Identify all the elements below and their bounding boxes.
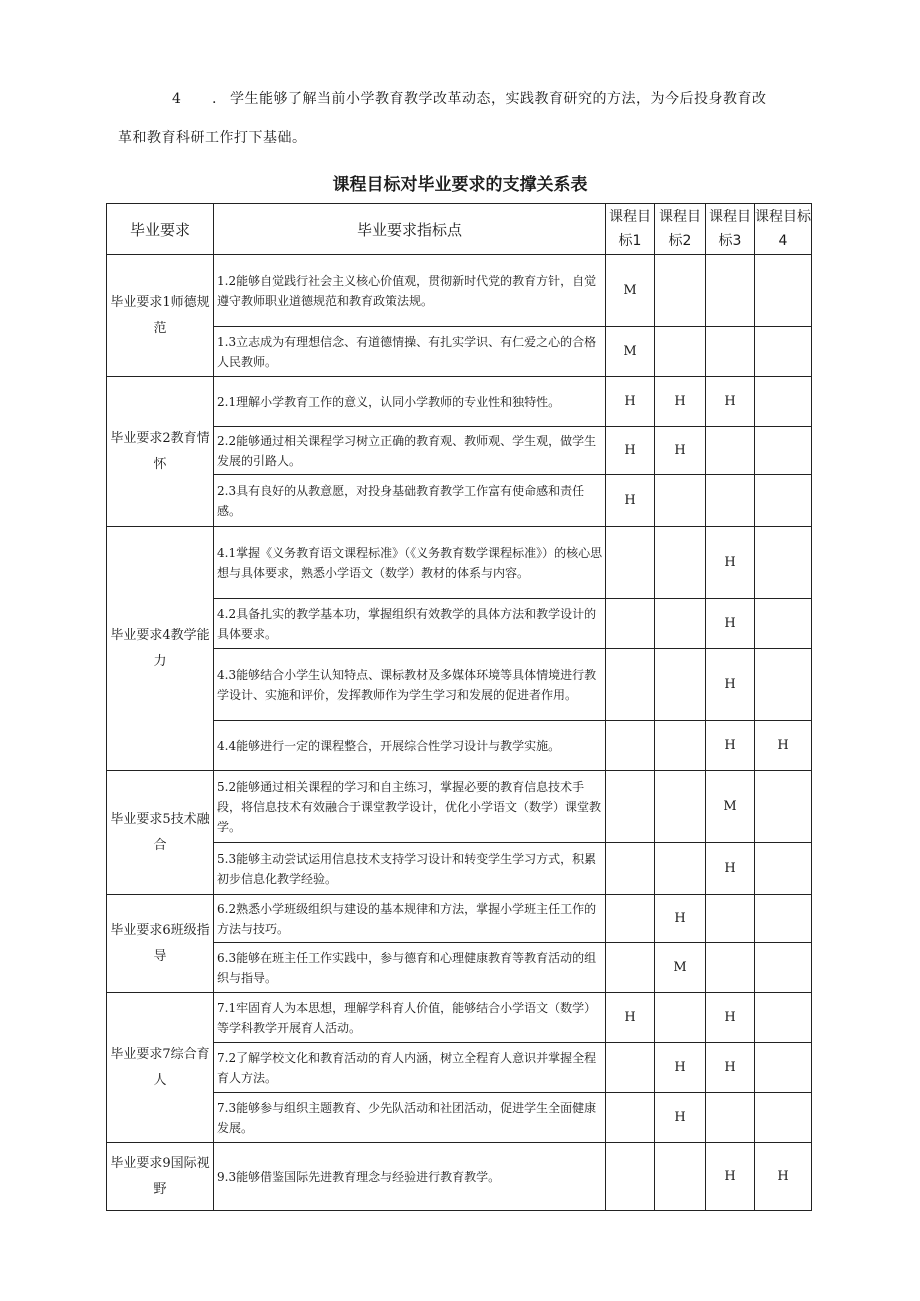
goal-1-mark-cell (606, 843, 655, 895)
table-header-row (107, 204, 812, 255)
goal-1-mark-cell (606, 943, 655, 993)
goal-1-mark-cell (606, 527, 655, 599)
goal-4-mark-cell (755, 649, 812, 721)
requirement-cell: 毕业要求2教育情怀 (107, 377, 214, 527)
indicator-cell: 4.1掌握《义务教育语文课程标准》（《义务教育数学课程标准》）的核心思想与具体要求，熟悉小学语文（数学）教材的体系与内容。 (214, 527, 606, 599)
goal-4-mark-cell (755, 599, 812, 649)
table-row (107, 527, 812, 599)
goal-1-mark-cell: M (606, 255, 655, 327)
indicator-cell: 4.2具备扎实的教学基本功，掌握组织有效教学的具体方法和教学设计的具体要求。 (214, 599, 606, 649)
indicator-cell: 2.3具有良好的从教意愿，对投身基础教育教学工作富有使命感和责任感。 (214, 475, 606, 527)
intro-paragraph-line-1 (172, 88, 767, 108)
goal-1-mark-cell: H (606, 475, 655, 527)
goal-2-mark-cell (655, 475, 706, 527)
requirement-cell: 毕业要求7综合育人 (107, 993, 214, 1143)
table-title: 课程目标对毕业要求的支撑关系表 (332, 175, 588, 195)
goal-2-mark-cell (655, 721, 706, 771)
goal-4-mark-cell (755, 255, 812, 327)
goal-1-mark-cell: H (606, 993, 655, 1043)
goal-3-mark-cell: H (706, 1043, 755, 1093)
goal-2-mark-cell (655, 327, 706, 377)
goal-3-mark-cell: H (706, 599, 755, 649)
indicator-cell: 5.2能够通过相关课程的学习和自主练习，掌握必要的教育信息技术手段，将信息技术有效融合于课堂教学设计，优化小学语文（数学）课堂教学。 (214, 771, 606, 843)
indicator-cell: 7.1牢固育人为本思想，理解学科育人价值，能够结合小学语文（数学）等学科教学开展育人活动。 (214, 993, 606, 1043)
indicator-cell: 9.3能够借鉴国际先进教育理念与经验进行教育教学。 (214, 1143, 606, 1211)
intro-item-number: 4 (172, 91, 182, 107)
goal-4-mark-cell (755, 527, 812, 599)
goal-1-mark-cell: M (606, 327, 655, 377)
goal-1-mark-cell (606, 649, 655, 721)
goal-2-mark-cell: H (655, 1093, 706, 1143)
table-row (107, 1143, 812, 1211)
goal-4-mark-cell: H (755, 1143, 812, 1211)
goal-2-mark-cell: H (655, 895, 706, 943)
indicator-cell: 6.3能够在班主任工作实践中，参与德育和心理健康教育等教育活动的组织与指导。 (214, 943, 606, 993)
goal-3-mark-cell: H (706, 843, 755, 895)
goal-3-mark-cell (706, 427, 755, 475)
goal-4-mark-cell (755, 327, 812, 377)
goal-1-mark-cell: H (606, 377, 655, 427)
support-relation-table (106, 203, 812, 1211)
indicator-cell: 4.4能够进行一定的课程整合，开展综合性学习设计与教学实施。 (214, 721, 606, 771)
indicator-cell: 2.1理解小学教育工作的意义，认同小学教师的专业性和独特性。 (214, 377, 606, 427)
header-goal-2: 课程目标2 (655, 204, 706, 255)
goal-2-mark-cell (655, 649, 706, 721)
requirement-cell: 毕业要求4教学能力 (107, 527, 214, 771)
goal-2-mark-cell (655, 1143, 706, 1211)
goal-4-mark-cell (755, 1043, 812, 1093)
header-goal-3: 课程目标3 (706, 204, 755, 255)
goal-3-mark-cell: H (706, 993, 755, 1043)
goal-1-mark-cell (606, 895, 655, 943)
intro-paragraph-line-2: 革和教育科研工作打下基础。 (118, 130, 307, 146)
goal-3-mark-cell: M (706, 771, 755, 843)
requirement-cell: 毕业要求5技术融合 (107, 771, 214, 895)
goal-1-mark-cell (606, 1143, 655, 1211)
indicator-cell: 5.3能够主动尝试运用信息技术支持学习设计和转变学生学习方式，积累初步信息化教学经验。 (214, 843, 606, 895)
requirement-cell: 毕业要求6班级指导 (107, 895, 214, 993)
table-row (107, 993, 812, 1043)
indicator-cell: 7.3能够参与组织主题教育、少先队活动和社团活动，促进学生全面健康发展。 (214, 1093, 606, 1143)
goal-1-mark-cell (606, 599, 655, 649)
goal-4-mark-cell (755, 475, 812, 527)
goal-2-mark-cell: M (655, 943, 706, 993)
goal-4-mark-cell (755, 895, 812, 943)
goal-4-mark-cell: H (755, 721, 812, 771)
goal-2-mark-cell (655, 843, 706, 895)
intro-item-dot: . (212, 91, 217, 107)
goal-3-mark-cell: H (706, 721, 755, 771)
goal-3-mark-cell (706, 895, 755, 943)
goal-4-mark-cell (755, 771, 812, 843)
goal-2-mark-cell (655, 255, 706, 327)
indicator-cell: 2.2能够通过相关课程学习树立正确的教育观、教师观、学生观，做学生发展的引路人。 (214, 427, 606, 475)
goal-4-mark-cell (755, 993, 812, 1043)
goal-4-mark-cell (755, 427, 812, 475)
indicator-cell: 1.3立志成为有理想信念、有道德情操、有扎实学识、有仁爱之心的合格人民教师。 (214, 327, 606, 377)
intro-line-1-text: 学生能够了解当前小学教育教学改革动态，实践教育研究的方法，为今后投身教育改 (230, 91, 767, 107)
requirement-cell: 毕业要求9国际视野 (107, 1143, 214, 1211)
requirement-cell: 毕业要求1师德规范 (107, 255, 214, 377)
goal-1-mark-cell (606, 1093, 655, 1143)
goal-3-mark-cell: H (706, 1143, 755, 1211)
goal-2-mark-cell (655, 771, 706, 843)
goal-4-mark-cell (755, 843, 812, 895)
goal-3-mark-cell (706, 943, 755, 993)
header-goal-4: 课程目标4 (755, 204, 812, 255)
table-row (107, 377, 812, 427)
goal-1-mark-cell (606, 721, 655, 771)
goal-4-mark-cell (755, 943, 812, 993)
goal-4-mark-cell (755, 1093, 812, 1143)
goal-2-mark-cell: H (655, 1043, 706, 1093)
goal-2-mark-cell: H (655, 377, 706, 427)
table-row (107, 771, 812, 843)
goal-3-mark-cell: H (706, 377, 755, 427)
goal-3-mark-cell (706, 1093, 755, 1143)
header-goal-1: 课程目标1 (606, 204, 655, 255)
goal-1-mark-cell (606, 771, 655, 843)
indicator-cell: 6.2熟悉小学班级组织与建设的基本规律和方法，掌握小学班主任工作的方法与技巧。 (214, 895, 606, 943)
goal-3-mark-cell (706, 255, 755, 327)
indicator-cell: 4.3能够结合小学生认知特点、课标教材及多媒体环境等具体情境进行教学设计、实施和评价，发挥教师作为学生学习和发展的促进者作用。 (214, 649, 606, 721)
indicator-cell: 7.2了解学校文化和教育活动的育人内涵，树立全程育人意识并掌握全程育人方法。 (214, 1043, 606, 1093)
goal-2-mark-cell (655, 599, 706, 649)
table-row (107, 895, 812, 943)
goal-4-mark-cell (755, 377, 812, 427)
goal-3-mark-cell: H (706, 527, 755, 599)
table-row (107, 255, 812, 327)
goal-2-mark-cell: H (655, 427, 706, 475)
goal-3-mark-cell (706, 327, 755, 377)
indicator-cell: 1.2能够自觉践行社会主义核心价值观，贯彻新时代党的教育方针，自觉遵守教师职业道德规范和教育政策法规。 (214, 255, 606, 327)
goal-3-mark-cell: H (706, 649, 755, 721)
goal-2-mark-cell (655, 527, 706, 599)
header-indicator: 毕业要求指标点 (214, 204, 606, 255)
goal-1-mark-cell: H (606, 427, 655, 475)
header-requirement: 毕业要求 (107, 204, 214, 255)
goal-2-mark-cell (655, 993, 706, 1043)
goal-1-mark-cell (606, 1043, 655, 1093)
goal-3-mark-cell (706, 475, 755, 527)
